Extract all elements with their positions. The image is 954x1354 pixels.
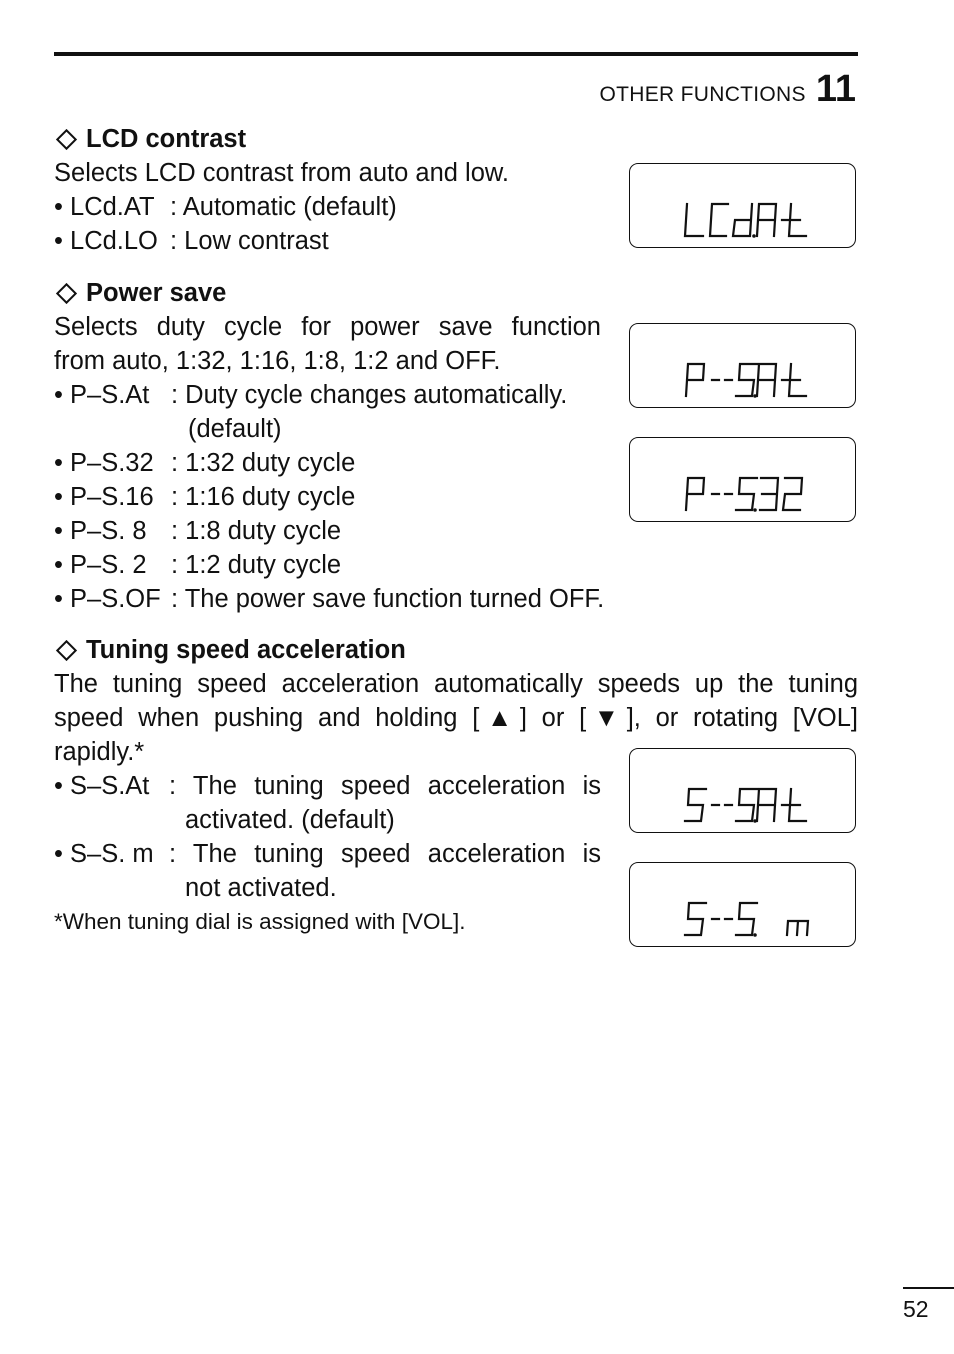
item-desc: not activated.	[185, 874, 337, 902]
item-key: • P–S.OF	[54, 585, 161, 613]
tuning-speed-description-line: The tuning speed acceleration automatically speeds up the tuning	[54, 670, 858, 698]
list-item	[54, 769, 601, 803]
lcd-display	[629, 163, 856, 248]
list-item	[54, 803, 601, 837]
section-title: OTHER FUNCTIONS	[599, 83, 806, 106]
item-key: • P–S. 8	[54, 517, 147, 545]
item-desc: : 1:8 duty cycle	[171, 517, 342, 545]
item-desc: : The tuning speed acceleration is	[169, 840, 601, 868]
list-item	[54, 224, 614, 258]
item-key: • P–S. 2	[54, 551, 147, 579]
list-item	[54, 582, 605, 616]
item-desc: (default)	[188, 415, 282, 443]
list-item	[54, 548, 601, 582]
list-item	[54, 871, 601, 905]
lcd-segment-readout	[630, 324, 857, 409]
power-save-description-line: Selects duty cycle for power save function	[54, 313, 601, 341]
power-save-heading	[54, 276, 601, 310]
list-item	[54, 190, 614, 224]
tuning-speed-description-line: speed when pushing and holding [▲] or [▼], or rotating [VOL]	[54, 704, 858, 732]
item-desc: : Automatic (default)	[170, 193, 397, 221]
list-item	[54, 378, 601, 412]
page-number: 52	[903, 1296, 929, 1322]
tuning-speed-items	[54, 769, 601, 905]
list-item	[54, 837, 601, 871]
item-key: • S–S.At	[54, 772, 150, 800]
diamond-bullet-icon	[56, 639, 77, 660]
tuning-speed-description-line: rapidly.*	[54, 738, 145, 766]
item-desc: : Duty cycle changes automatically.	[171, 381, 568, 409]
footnote: *When tuning dial is assigned with [VOL].	[54, 909, 466, 934]
lcd-contrast-description: Selects LCD contrast from auto and low.	[54, 159, 509, 187]
item-key: • LCd.AT	[54, 193, 155, 221]
item-key: • P–S.At	[54, 381, 150, 409]
power-save-description-line: from auto, 1:32, 1:16, 1:8, 1:2 and OFF.	[54, 347, 501, 375]
list-item	[54, 446, 601, 480]
top-rule	[54, 52, 858, 56]
item-desc: activated. (default)	[185, 806, 395, 834]
item-key	[54, 803, 185, 837]
item-key: • LCd.LO	[54, 227, 158, 255]
lcd-display	[629, 437, 856, 522]
heading-text: LCD contrast	[86, 125, 247, 153]
list-item	[54, 514, 601, 548]
page-header	[600, 68, 857, 111]
heading-text: Power save	[86, 279, 227, 307]
list-item	[54, 412, 601, 446]
item-desc: : 1:32 duty cycle	[171, 449, 356, 477]
lcd-contrast-section	[54, 122, 614, 258]
lcd-segment-readout	[630, 438, 857, 523]
lcd-segment-readout	[630, 749, 857, 834]
item-desc: : The power save function turned OFF.	[171, 585, 605, 613]
lcd-contrast-heading	[54, 122, 614, 156]
lcd-display	[629, 862, 856, 947]
lcd-display	[629, 323, 856, 408]
diamond-bullet-icon	[56, 128, 77, 149]
item-desc: : 1:16 duty cycle	[171, 483, 356, 511]
tuning-speed-heading	[54, 633, 858, 667]
heading-text: Tuning speed acceleration	[86, 636, 406, 664]
power-save-section	[54, 276, 605, 616]
item-key: • S–S. m	[54, 840, 154, 868]
item-key	[54, 412, 188, 446]
item-key: • P–S.32	[54, 449, 154, 477]
lcd-display	[629, 748, 856, 833]
list-item	[54, 480, 601, 514]
lcd-segment-readout	[630, 164, 857, 249]
footer-rule	[903, 1287, 954, 1289]
item-key: • P–S.16	[54, 483, 154, 511]
chapter-number: 11	[815, 68, 856, 110]
lcd-segment-readout	[630, 863, 857, 948]
item-desc: : 1:2 duty cycle	[171, 551, 342, 579]
item-desc: : The tuning speed acceleration is	[169, 772, 601, 800]
item-key	[54, 871, 185, 905]
diamond-bullet-icon	[56, 282, 77, 303]
item-desc: : Low contrast	[170, 227, 329, 255]
